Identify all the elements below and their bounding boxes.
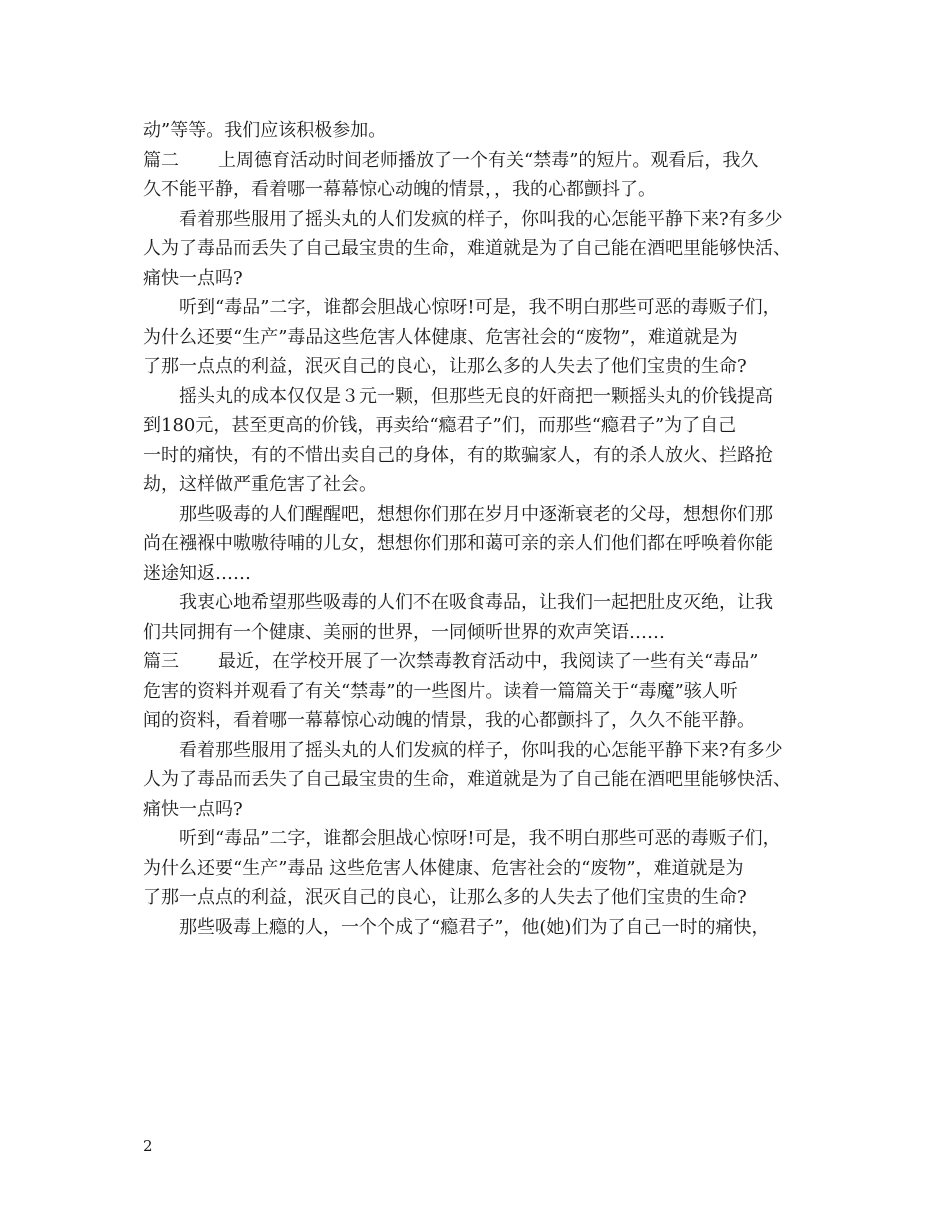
text-line: 一时的痛快，有的不惜出卖自己的身体，有的欺骗家人，有的杀人放火、拦路抢	[143, 444, 773, 466]
text-line: 人为了毒品而丢失了自己最宝贵的生命，难道就是为了自己能在酒吧里能够快活、	[143, 238, 791, 259]
paragraph-first-line: 看着那些服用了摇头丸的人们发疯的样子，你叫我的心怎能平静下来?有多少	[179, 208, 783, 230]
section-heading-line	[143, 647, 813, 677]
text-line: 劫，这样做严重危害了社会。	[143, 474, 377, 495]
paragraph-first-line: 摇头丸的成本仅仅是３元一颗，但那些无良的奸商把一颗摇头丸的价钱提高	[179, 385, 773, 407]
text-line: 们共同拥有一个健康、美丽的世界，一同倾听世界的欢声笑语……	[143, 621, 665, 643]
paragraph-first-line: 那些吸毒的人们醒醒吧，想想你们那在岁月中逐渐衰老的父母，想想你们那	[179, 503, 773, 525]
text-line: 痛快一点吗?	[143, 798, 243, 820]
section-first-line: 上周德育活动时间老师播放了一个有关“禁毒”的短片。观看后，我久	[218, 149, 759, 171]
section-label: 篇三	[143, 651, 179, 672]
text-line: 了那一点点的利益，泯灭自己的良心，让那么多的人失去了他们宝贵的生命?	[143, 887, 747, 908]
text-line: 危害的资料并观看了有关“禁毒”的一些图片。读着一篇篇关于“毒魔”骇人听	[143, 680, 738, 702]
body-text	[143, 116, 813, 942]
paragraph-first-line: 听到“毒品”二字，谁都会胆战心惊呀!可是，我不明白那些可恶的毒贩子们，	[179, 828, 781, 849]
text-line: 闻的资料，看着哪一幕幕惊心动魄的情景，我的心都颤抖了，久久不能平静。	[143, 710, 755, 731]
text-line: 动”等等。我们应该积极参加。	[143, 120, 387, 141]
paragraph-first-line: 那些吸毒上瘾的人，一个个成了“瘾君子”，他(她)们为了自己一时的痛快，	[179, 916, 770, 938]
text-line: 为什么还要“生产”毒品 这些危害人体健康、危害社会的“废物”，难道就是为	[143, 857, 744, 879]
page-number: 2	[143, 1137, 153, 1155]
section-label: 篇二	[143, 149, 179, 171]
text-line: 为什么还要“生产”毒品这些危害人体健康、危害社会的“废物”，难道就是为	[143, 326, 738, 348]
text-line: 尚在襁褓中嗷嗷待哺的儿女，想想你们那和蔼可亲的亲人们他们都在呼唤着你能	[143, 533, 773, 554]
paragraph-first-line: 听到“毒品”二字，谁都会胆战心惊呀!可是，我不明白那些可恶的毒贩子们，	[179, 297, 781, 318]
section-first-line: 最近，在学校开展了一次禁毒教育活动中，我阅读了一些有关“毒品”	[218, 651, 759, 672]
text-line: 人为了毒品而丢失了自己最宝贵的生命，难道就是为了自己能在酒吧里能够快活、	[143, 769, 791, 790]
text-line: 痛快一点吗?	[143, 267, 243, 289]
text-line: 迷途知返……	[143, 562, 251, 584]
text-line: 久不能平静，看着哪一幕幕惊心动魄的情景，，我的心都颤抖了。	[143, 179, 656, 200]
paragraph-first-line: 看着那些服用了摇头丸的人们发疯的样子，你叫我的心怎能平静下来?有多少	[179, 739, 783, 761]
text-line: 到180元，甚至更高的价钱，再卖给“瘾君子”们，而那些“瘾君子”为了自己	[143, 415, 737, 436]
paragraph-first-line: 我衷心地希望那些吸毒的人们不在吸食毒品，让我们一起把肚皮灭绝，让我	[179, 592, 773, 613]
section-heading-line	[143, 146, 813, 176]
text-line: 了那一点点的利益，泯灭自己的良心，让那么多的人失去了他们宝贵的生命?	[143, 356, 747, 377]
